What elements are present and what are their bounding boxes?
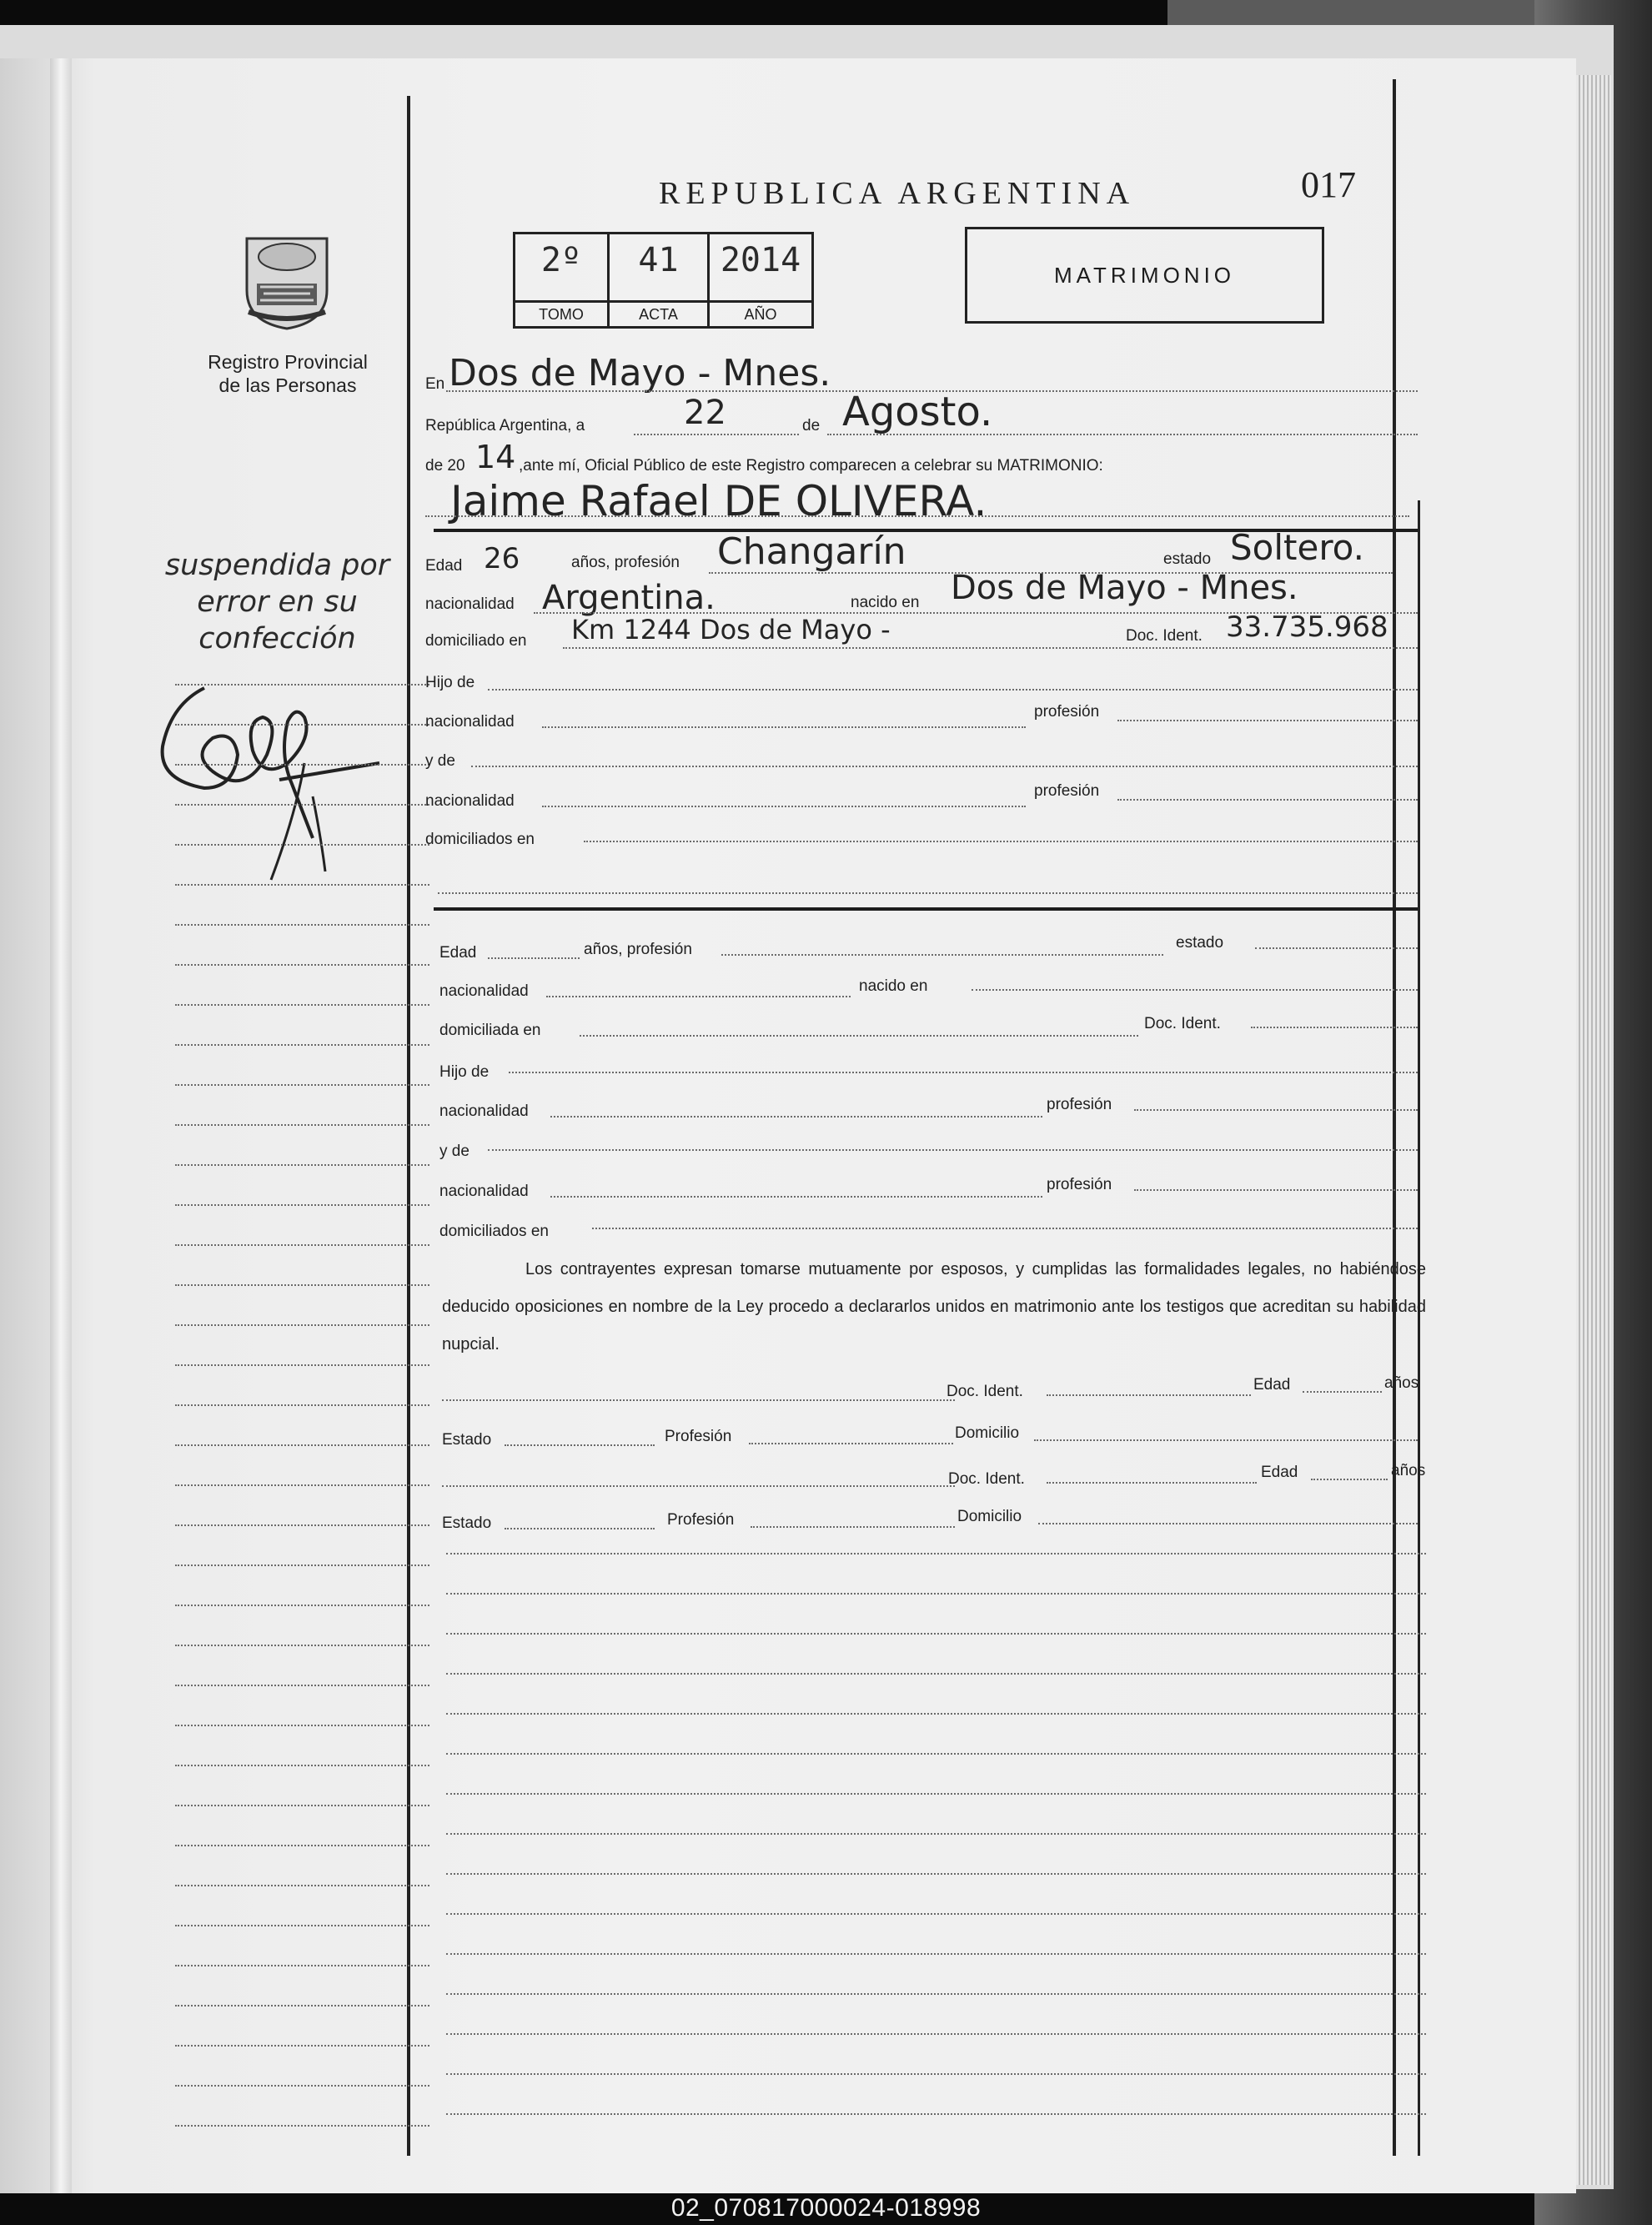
groom-father-row xyxy=(425,674,1418,702)
bride-father-nat-row xyxy=(425,1096,1418,1131)
margin-dotted-line xyxy=(175,1845,429,1846)
domiciliados-en-label: domiciliados en xyxy=(425,831,535,848)
bride-father-row xyxy=(425,1063,1418,1092)
doc-ident-label: Doc. Ident. xyxy=(1144,1015,1221,1032)
blank-dotted-line xyxy=(446,1753,1426,1755)
anos-label: años xyxy=(1391,1462,1426,1479)
bride-age-row xyxy=(425,934,1418,972)
margin-dotted-line xyxy=(175,1484,429,1486)
blank-dotted-line xyxy=(446,1593,1426,1595)
anos-profesion-label: años, profesión xyxy=(571,554,680,571)
tomo-label: TOMO xyxy=(515,300,607,326)
margin-dotted-line xyxy=(175,1565,429,1566)
intro-date-row xyxy=(425,389,1418,435)
witness-1-detail-row xyxy=(425,1424,1418,1456)
margin-dotted-line xyxy=(175,1364,429,1366)
margin-note-line-3: confección xyxy=(198,622,356,655)
profesion-cap-label: Profesión xyxy=(667,1511,735,1529)
margin-dotted-line xyxy=(175,1524,429,1526)
margin-dotted-line xyxy=(175,1244,429,1246)
blank-dotted-line xyxy=(446,1673,1426,1675)
intro-year-row xyxy=(425,439,1418,479)
hijo-de-label: Hijo de xyxy=(439,1063,490,1081)
groom-name-value: Jaime Rafael DE OLIVERA. xyxy=(450,477,987,525)
day-value: 22 xyxy=(684,394,726,432)
domiciliada-en-label: domiciliada en xyxy=(439,1022,541,1039)
domicilio-label: Domicilio xyxy=(957,1508,1022,1525)
groom-estado-value: Soltero. xyxy=(1230,527,1364,568)
margin-dotted-line xyxy=(175,804,429,806)
groom-blank-line xyxy=(438,892,1418,894)
margin-dotted-line xyxy=(175,1885,429,1886)
margin-dotted-line xyxy=(175,1084,429,1086)
margin-dotted-line xyxy=(175,1605,429,1606)
de-20-label: de 20 xyxy=(425,457,465,475)
nacido-en-label: nacido en xyxy=(859,977,928,995)
margin-dotted-line xyxy=(175,1685,429,1686)
record-id-box xyxy=(513,232,814,329)
witness-1-id-row xyxy=(425,1376,1418,1404)
nacionalidad-label: nacionalidad xyxy=(425,713,515,731)
groom-profesion-value: Changarín xyxy=(717,530,906,573)
anos-profesion-label: años, profesión xyxy=(584,941,692,958)
groom-name-row xyxy=(425,477,1418,525)
groom-edad-value: 26 xyxy=(484,542,520,575)
profesion-label: profesión xyxy=(1034,703,1100,721)
declaration-text xyxy=(442,1251,1426,1364)
bride-parents-address-row xyxy=(425,1223,1418,1251)
country-title: REPUBLICA ARGENTINA xyxy=(659,176,1136,211)
edad-label: Edad xyxy=(425,557,463,575)
margin-dotted-line xyxy=(175,2125,429,2127)
blank-dotted-line xyxy=(446,1913,1426,1915)
domicilio-label: Domicilio xyxy=(955,1424,1020,1442)
tomo-cell xyxy=(515,234,610,326)
margin-dotted-line xyxy=(175,2005,429,2007)
blank-dotted-line xyxy=(446,2113,1426,2115)
record-type: MATRIMONIO xyxy=(965,227,1324,324)
margin-dotted-line xyxy=(175,684,429,686)
margin-dotted-line xyxy=(175,724,429,726)
estado-cap-label: Estado xyxy=(442,1514,492,1532)
groom-parents-address-row xyxy=(425,831,1418,859)
anio-value: 2014 xyxy=(720,241,801,279)
provincia-misiones-seal-icon xyxy=(240,232,334,330)
domiciliados-en-label: domiciliados en xyxy=(439,1223,549,1240)
margin-dotted-line xyxy=(175,2045,429,2047)
witness-2-detail-row xyxy=(425,1508,1418,1539)
bride-separator xyxy=(434,907,1418,911)
doc-ident-label: Doc. Ident. xyxy=(1126,627,1203,645)
profesion-cap-label: Profesión xyxy=(665,1428,732,1445)
bride-mother-nat-row xyxy=(425,1176,1418,1211)
acta-value: 41 xyxy=(638,241,679,279)
margin-dotted-line xyxy=(175,844,429,846)
blank-dotted-line xyxy=(446,1873,1426,1875)
margin-dotted-line xyxy=(175,1284,429,1286)
blank-dotted-line xyxy=(446,1633,1426,1635)
tomo-value: 2º xyxy=(540,241,582,279)
ante-text: ,ante mí, Oficial Público de este Registro comparecen a celebrar su MATRIMONIO: xyxy=(519,457,1103,475)
profesion-label: profesión xyxy=(1047,1176,1112,1193)
nacionalidad-label: nacionalidad xyxy=(439,1183,529,1200)
margin-dotted-line xyxy=(175,1645,429,1646)
nacido-en-label: nacido en xyxy=(851,594,920,611)
margin-dotted-line xyxy=(175,1404,429,1406)
margin-dotted-line xyxy=(175,1444,429,1446)
place-value: Dos de Mayo - Mnes. xyxy=(449,352,831,394)
margin-dotted-line xyxy=(175,1044,429,1046)
declaration-body: Los contrayentes expresan tomarse mutuamente por esposos, y cumplidas las formalidades legales, no habiéndose deducido oposiciones en nombre de la Ley procedo a declararlos unidos en matrimonio ante los testigos que acreditan su habilidad nupcial. xyxy=(442,1260,1426,1354)
month-value: Agosto. xyxy=(842,389,993,435)
groom-domicilio-value: Km 1244 Dos de Mayo - xyxy=(571,614,891,645)
image-caption: 02_070817000024-018998 xyxy=(670,2194,982,2222)
estado-label: estado xyxy=(1176,934,1224,952)
margin-dotted-line xyxy=(175,924,429,926)
registry-line-2: de las Personas xyxy=(218,374,357,396)
margin-dotted-line xyxy=(175,1124,429,1126)
registry-name xyxy=(183,350,392,397)
margin-note-line-2: error en su xyxy=(197,585,358,619)
groom-father-nat-row xyxy=(425,703,1418,741)
intro-place-row xyxy=(425,352,1418,394)
blank-dotted-line xyxy=(446,2033,1426,2035)
book-spine xyxy=(50,58,72,2193)
margin-dotted-line xyxy=(175,1925,429,1926)
margin-dotted-line xyxy=(175,2085,429,2087)
de-label: de xyxy=(802,417,821,434)
acta-cell xyxy=(610,234,710,326)
year-suffix-value: 14 xyxy=(475,439,516,475)
margin-dotted-line xyxy=(175,1805,429,1806)
nacionalidad-label: nacionalidad xyxy=(425,595,515,613)
bride-nationality-row xyxy=(425,977,1418,1011)
margin-note-line-1: suspendida por xyxy=(164,549,390,582)
en-label: En xyxy=(425,375,445,393)
groom-address-row xyxy=(425,610,1418,655)
edad-cap-label: Edad xyxy=(1253,1376,1291,1394)
profesion-label: profesión xyxy=(1047,1096,1112,1113)
blank-dotted-line xyxy=(446,2073,1426,2075)
edad-label: Edad xyxy=(439,944,477,962)
margin-dotted-line xyxy=(175,1725,429,1726)
witness-2-id-row xyxy=(425,1462,1426,1492)
groom-mother-nat-row xyxy=(425,782,1418,821)
groom-doc-value: 33.735.968 xyxy=(1226,610,1388,644)
anio-cell xyxy=(710,234,811,326)
acta-label: ACTA xyxy=(610,300,707,326)
groom-nacionalidad-value: Argentina. xyxy=(542,579,716,617)
y-de-label: y de xyxy=(439,1143,469,1160)
blank-dotted-line xyxy=(446,1833,1426,1835)
anos-label: años xyxy=(1384,1374,1419,1392)
edad-cap-label: Edad xyxy=(1261,1464,1298,1481)
registry-line-1: Registro Provincial xyxy=(208,351,368,373)
nacionalidad-label: nacionalidad xyxy=(439,982,529,1000)
y-de-label: y de xyxy=(425,752,455,770)
groom-nacido-value: Dos de Mayo - Mnes. xyxy=(951,569,1298,607)
margin-dotted-line xyxy=(175,1765,429,1766)
republica-label: República Argentina, a xyxy=(425,417,585,434)
bride-address-row xyxy=(425,1015,1418,1050)
estado-label: estado xyxy=(1163,550,1212,568)
margin-dotted-line xyxy=(175,1204,429,1206)
margin-dotted-line xyxy=(175,1965,429,1966)
nacionalidad-label: nacionalidad xyxy=(439,1102,529,1120)
blank-dotted-line xyxy=(446,1713,1426,1715)
doc-ident-label: Doc. Ident. xyxy=(947,1383,1023,1400)
bride-mother-row xyxy=(425,1143,1418,1171)
blank-dotted-line xyxy=(446,1953,1426,1955)
margin-dotted-line xyxy=(175,1164,429,1166)
hijo-de-label: Hijo de xyxy=(425,674,475,691)
blank-dotted-line xyxy=(446,1993,1426,1995)
profesion-label: profesión xyxy=(1034,782,1100,800)
margin-dotted-line xyxy=(175,1324,429,1326)
official-signature xyxy=(154,671,396,888)
doc-ident-label: Doc. Ident. xyxy=(948,1470,1025,1488)
margin-dotted-line xyxy=(175,1004,429,1006)
groom-mother-row xyxy=(425,752,1418,781)
margin-dotted-line xyxy=(175,884,429,886)
margin-dotted-line xyxy=(175,964,429,966)
blank-dotted-line xyxy=(446,1553,1426,1554)
estado-cap-label: Estado xyxy=(442,1431,492,1449)
blank-dotted-line xyxy=(446,1793,1426,1795)
margin-dotted-line xyxy=(175,764,429,766)
nacionalidad-label: nacionalidad xyxy=(425,792,515,810)
anio-label: AÑO xyxy=(710,300,811,326)
margin-divider-line xyxy=(407,96,410,2156)
domiciliado-en-label: domiciliado en xyxy=(425,632,527,650)
folio-number: 017 xyxy=(1301,164,1356,205)
